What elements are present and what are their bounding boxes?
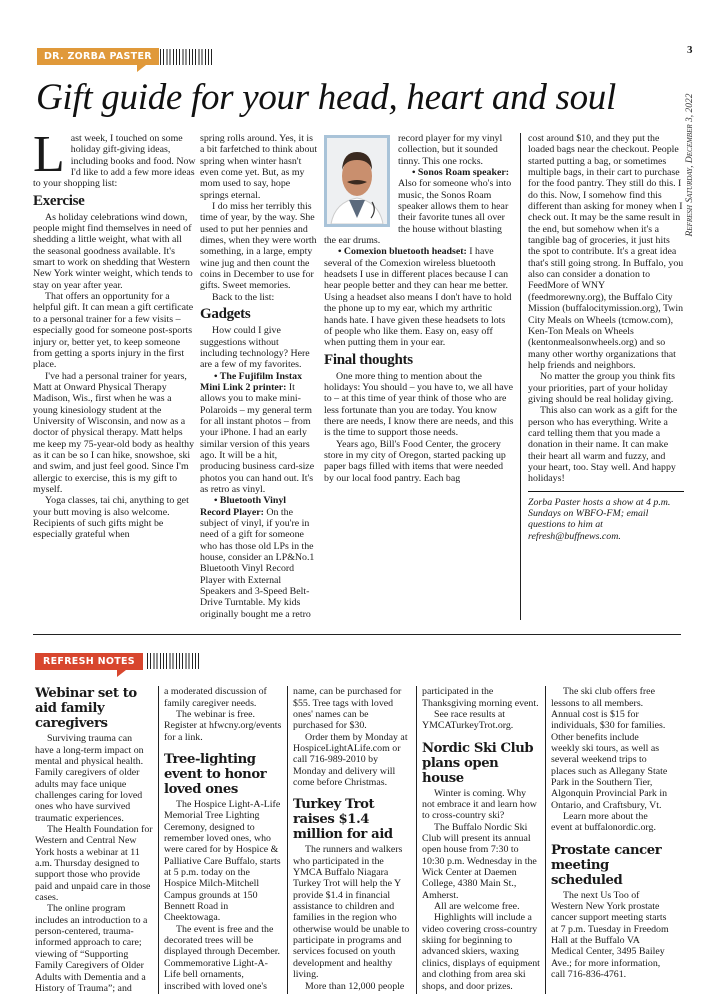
section-heading: Exercise — [33, 192, 85, 209]
paragraph-text: I have several of the Comexion wireless bluetooth headsets I use in different places because I can hear people better and they can hear me better. Using a headset also means I don't have to hold the phone up to my ear, which my arthritic hands hate. I have given these headsets to lots of people who like them. Easy on, easy off when putting them in your ear. — [324, 246, 512, 349]
author-portrait-icon — [327, 138, 387, 224]
paragraph — [324, 371, 514, 439]
paragraph-text: Years ago, Bill's Food Center, the grocery store in my city of Oregon, started packing up paper bags filled with items that were needed by our local food pantry. Each bag — [324, 438, 506, 484]
paragraph — [528, 405, 684, 484]
notes — [35, 686, 693, 994]
paragraph — [200, 371, 318, 496]
paragraph — [200, 292, 318, 303]
author-photo — [324, 135, 390, 227]
paragraph — [551, 890, 669, 981]
paragraph-text: The webinar is free. Register at hfwcny.org/events for a link. — [164, 708, 282, 743]
section-heading: Turkey Trot raises $1.4 million for aid — [293, 797, 393, 843]
paragraph — [324, 439, 514, 484]
paragraph-text: I've had a personal trainer for years, Matt at Onward Physical Therapy Madison, Wis., first when he was a young kinesiology student at the University of Wisconsin, and now as a doctor of physical therapy. Matt helps me keep my 75-year-old body as healthy as it can be so I can hike, snowshoe, ski and swim, and just feel good. Since I'm allergic to exercise, this is my gift to myself. — [33, 370, 195, 495]
paragraph-text: Zorba Paster hosts a show at 4 p.m. Sundays on WBFO-FM; email questions to him at refresh@buffnews.com. — [528, 496, 671, 542]
paragraph-text: The Buffalo Nordic Ski Club will present its annual open house from 7:30 to 10:30 p.m. Wednesday in the Wick Center at Daemen College, 4380 Main St., Amherst. — [422, 821, 537, 901]
article — [33, 126, 693, 620]
item-lead: • Sonos Roam speaker: — [412, 167, 509, 179]
paragraph-text: Back to the list: — [212, 291, 275, 303]
author-bio — [528, 491, 684, 542]
paragraph-text: Winter is coming. Why not embrace it and learn how to cross-country ski? — [422, 787, 537, 822]
paragraph — [293, 686, 411, 731]
paragraph — [293, 844, 411, 980]
paragraph — [33, 126, 196, 190]
paragraph — [293, 732, 411, 789]
folio-date: Refresh Saturday, December 3, 2022 — [685, 93, 695, 237]
paragraph — [528, 133, 684, 371]
notes-column-5 — [545, 686, 669, 994]
paragraph — [33, 212, 196, 291]
headline: Gift guide for your head, heart and soul — [36, 77, 616, 118]
page-body — [33, 126, 693, 994]
paragraph-text: The ski club offers free lessons to all members. Annual cost is $15 for individuals, $30 for families. Other benefits include weekly ski tours, as well as several weekend trips to places such as Allegany State Park in the Southern Tier, Algonquin Provincial Park in Ontario, and Craftsbury, Vt. — [551, 686, 668, 811]
article-column-4 — [520, 133, 684, 620]
paragraph — [164, 924, 282, 992]
decorative-barcode — [147, 653, 199, 669]
notes-column-2 — [158, 686, 282, 994]
notes-column-3 — [287, 686, 411, 994]
paragraph — [33, 291, 196, 370]
paragraph — [35, 733, 153, 824]
paragraph-text: The runners and walkers who participated in the YMCA Buffalo Niagara Turkey Trot will help the Y provide $1.4 in financial assistance to children and families in the region who otherwise would be unable to participate in programs and services focused on youth development and healthy living. — [293, 844, 410, 981]
paragraph-text: name, can be purchased for $55. Tree tags with loved ones' names can be purchased for $30. — [293, 686, 402, 732]
paragraph — [422, 788, 540, 822]
paragraph-text: As holiday celebrations wind down, people might find themselves in need of shedding a little weight, what with all the seasonal goodness available. It's smart to work on shedding that Western New York winter weight, which tends to stay on year after year. — [33, 211, 193, 291]
paragraph-text: How could I give suggestions without including technology? Here are a few of my favorites. — [200, 325, 310, 371]
section-heading: Tree-lighting event to honor loved ones — [164, 752, 267, 797]
paragraph — [33, 371, 196, 496]
paragraph-text: Highlights will include a video covering cross-country skiing for beginning to advanced skiers, waxing clinics, displays of equipment and clothing from area ski shops, and door prizes. — [422, 912, 540, 992]
paragraph — [33, 495, 196, 540]
paragraph — [422, 901, 540, 912]
paragraph-text: One more thing to mention about the holidays: You should – you have to, we all have to – at this time of year think of those who are less fortunate than you are today. You know there are needs, I know there are needs, and this is the time to support those needs. — [324, 370, 514, 439]
paragraph-text: The Health Foundation for Western and Central New York hosts a webinar at 11 a.m. Thursday designed to support those who provide paid and unpaid care in those cases. — [35, 824, 153, 904]
paragraph-text: On the subject of vinyl, if you're in need of a gift for someone who has those old LPs in the house, consider an LP&No.1 Bluetooth Vinyl Record Player with External Speakers and 3-Speed Belt-Drive Turntable. My kids originally bought me a retro — [200, 506, 315, 620]
paragraph-text: The event is free and the decorated trees will be displayed through December. Commemorative Light-A-Life bell ornaments, inscribed with loved one's — [164, 923, 280, 992]
article-column-1 — [33, 126, 196, 620]
paragraph — [551, 811, 669, 834]
paragraph-text: This also can work as a gift for the person who has everything. Write a card telling them that you made a donation in their name. It can make their heart all warm and fuzzy, and your heart, too. Stay well. And happy holidays! — [528, 405, 678, 485]
item-lead: • Comexion bluetooth headset: — [338, 246, 467, 258]
section-label: DR. ZORBA PASTER — [37, 48, 159, 65]
paragraph — [200, 495, 318, 620]
paragraph-text: The Hospice Light-A-Life Memorial Tree Lighting Ceremony, designed to remember loved ones, who were cared for by Hospice & Palliative Care Buffalo, starts at 5 p.m. today on the Hospice Milch-Mitchell Campus grounds at 150 Bennett Road in Cheektowaga. — [164, 799, 281, 924]
paragraph-text: participated in the Thanksgiving morning event. — [422, 686, 539, 709]
paragraph-text: The online program includes an introduction to a person-centered, trauma-informed approach to care; viewing of “Supporting Family Caregivers of Older Adults with Dementia and a History of Trauma”; and — [35, 903, 148, 994]
paragraph — [528, 371, 684, 405]
paragraph — [164, 799, 282, 924]
paragraph-text: ast week, I touched on some holiday gift-giving ideas, including books and food. Now I'd like to add a few more ideas to your shopping list: — [33, 133, 196, 190]
notes-column-4 — [416, 686, 540, 994]
paragraph — [422, 822, 540, 901]
paragraph — [422, 912, 540, 991]
paragraph-text: Surviving trauma can have a long-term impact on mental and physical health. Family caregivers of older adults may face unique challenges caring for loved ones who have survived traumatic experiences. — [35, 733, 144, 824]
paragraph — [200, 325, 318, 370]
paragraph-text: record player for my vinyl collection, but it sounded tinny. This one rocks. — [398, 133, 503, 167]
item-lead: • The Fujifilm Instax Mini Link 2 printer: — [200, 370, 303, 393]
paragraph-text: See race results at YMCATurkeyTrot.org. — [422, 708, 514, 732]
paragraph-text: That offers an opportunity for a helpful gift. It can mean a gift certificate to a personal trainer for a few visits – especially good for someone post-sports injury or, better yet, to keep someone from getting a sports injury in the first place. — [33, 291, 194, 371]
paragraph — [200, 201, 318, 292]
section-heading: Final thoughts — [324, 351, 413, 368]
notes-column-1 — [35, 686, 153, 994]
paragraph-text: I do miss her terribly this time of year, by the way. She used to put her pennies and dimes, when they were worth something, in a large, empty wine jug and then count the coins in December to use for gifts. Sweet memories. — [200, 201, 317, 292]
paragraph — [422, 709, 540, 732]
section-heading: Webinar set to aid family caregivers — [35, 686, 137, 732]
paragraph-text: No matter the group you think fits your priorities, part of your holiday giving should be real holiday giving. — [528, 371, 675, 405]
article-column-3 — [324, 133, 514, 620]
drop-cap: L — [33, 126, 65, 183]
paragraph-text: Learn more about the event at buffalonordic.org. — [551, 811, 656, 834]
paragraph-text: The next Us Too of Western New York prostate cancer support meeting starts at 7 p.m. Tuesday in Freedom Hall at the Buffalo VA Medical Center, 3495 Bailey Ave.; for more information, call 716-836-4761. — [551, 889, 669, 981]
paragraph-text: Yoga classes, tai chi, anything to get your butt moving is also welcome. Recipients of such gifts might be especially grateful when — [33, 495, 189, 541]
decorative-barcode — [160, 49, 212, 65]
section-divider — [33, 634, 681, 635]
article-column-2 — [200, 133, 318, 620]
paragraph-text: It allows you to make mini-Polaroids – my general term for all instant photos – from your iPhone. I had an early similar version of this years ago. It will be a hit, producing business card-size photos you can hand out. It's as retro as vinyl. — [200, 381, 315, 495]
paragraph — [164, 686, 282, 709]
paragraph-text: More than 12,000 people — [305, 980, 405, 992]
paragraph — [35, 824, 153, 903]
paragraph — [422, 686, 540, 709]
paragraph — [164, 709, 282, 743]
paragraph — [293, 981, 411, 992]
paragraph-text: cost around $10, and they put the loaded bags near the checkout. People started putting a bag, or sometimes multiple bags, in their cart to purchase for the food pantry. They still do this. I do this. Now, I somehow find this different than asking for money when I check out. It may be the same result in the end, but somehow when it's a tangible bag of groceries, it just hits the spot to contribute. It's a great idea that's still going strong. In Buffalo, you also can consider a donation to FeedMore of WNY (feedmorewny.org), the Buffalo City Mission (buffalocitymission.org), Twin City Meals on Wheels (tcmow.com), Ken-Ton Meals on Wheels (kentonmealsonwheels.org) and so many other worthy organizations that help friends and neighbors. — [528, 133, 684, 371]
section-heading: Gadgets — [200, 306, 251, 323]
notes-header — [35, 653, 693, 670]
paragraph-text: Also for someone who's into music, the Sonos Roam speaker allows them to hear their favorite tunes all over the house without blasting the ear drums. — [324, 178, 512, 247]
page-number: 3 — [687, 44, 693, 56]
notes-section-label: REFRESH NOTES — [35, 653, 143, 670]
paragraph — [324, 246, 514, 348]
paragraph-text: a moderated discussion of family caregiver needs. — [164, 686, 267, 709]
section-heading: Prostate cancer meeting scheduled — [551, 842, 662, 888]
paragraph-text: spring rolls around. Yes, it is a bit farfetched to think about spring when winter hasn't even come yet. But, as my mom used to say, hope springs eternal. — [200, 133, 318, 201]
paragraph-text: All are welcome free. — [434, 901, 520, 913]
paragraph — [35, 903, 153, 994]
section-heading: Nordic Ski Club plans open house — [422, 740, 534, 786]
item-lead: • Bluetooth Vinyl Record Player: — [200, 495, 287, 518]
paragraph — [551, 686, 669, 811]
paragraph-text: Order them by Monday at HospiceLightALife.com or call 716-989-2010 by Monday and delivery will come before Christmas. — [293, 731, 408, 789]
paragraph — [200, 133, 318, 201]
